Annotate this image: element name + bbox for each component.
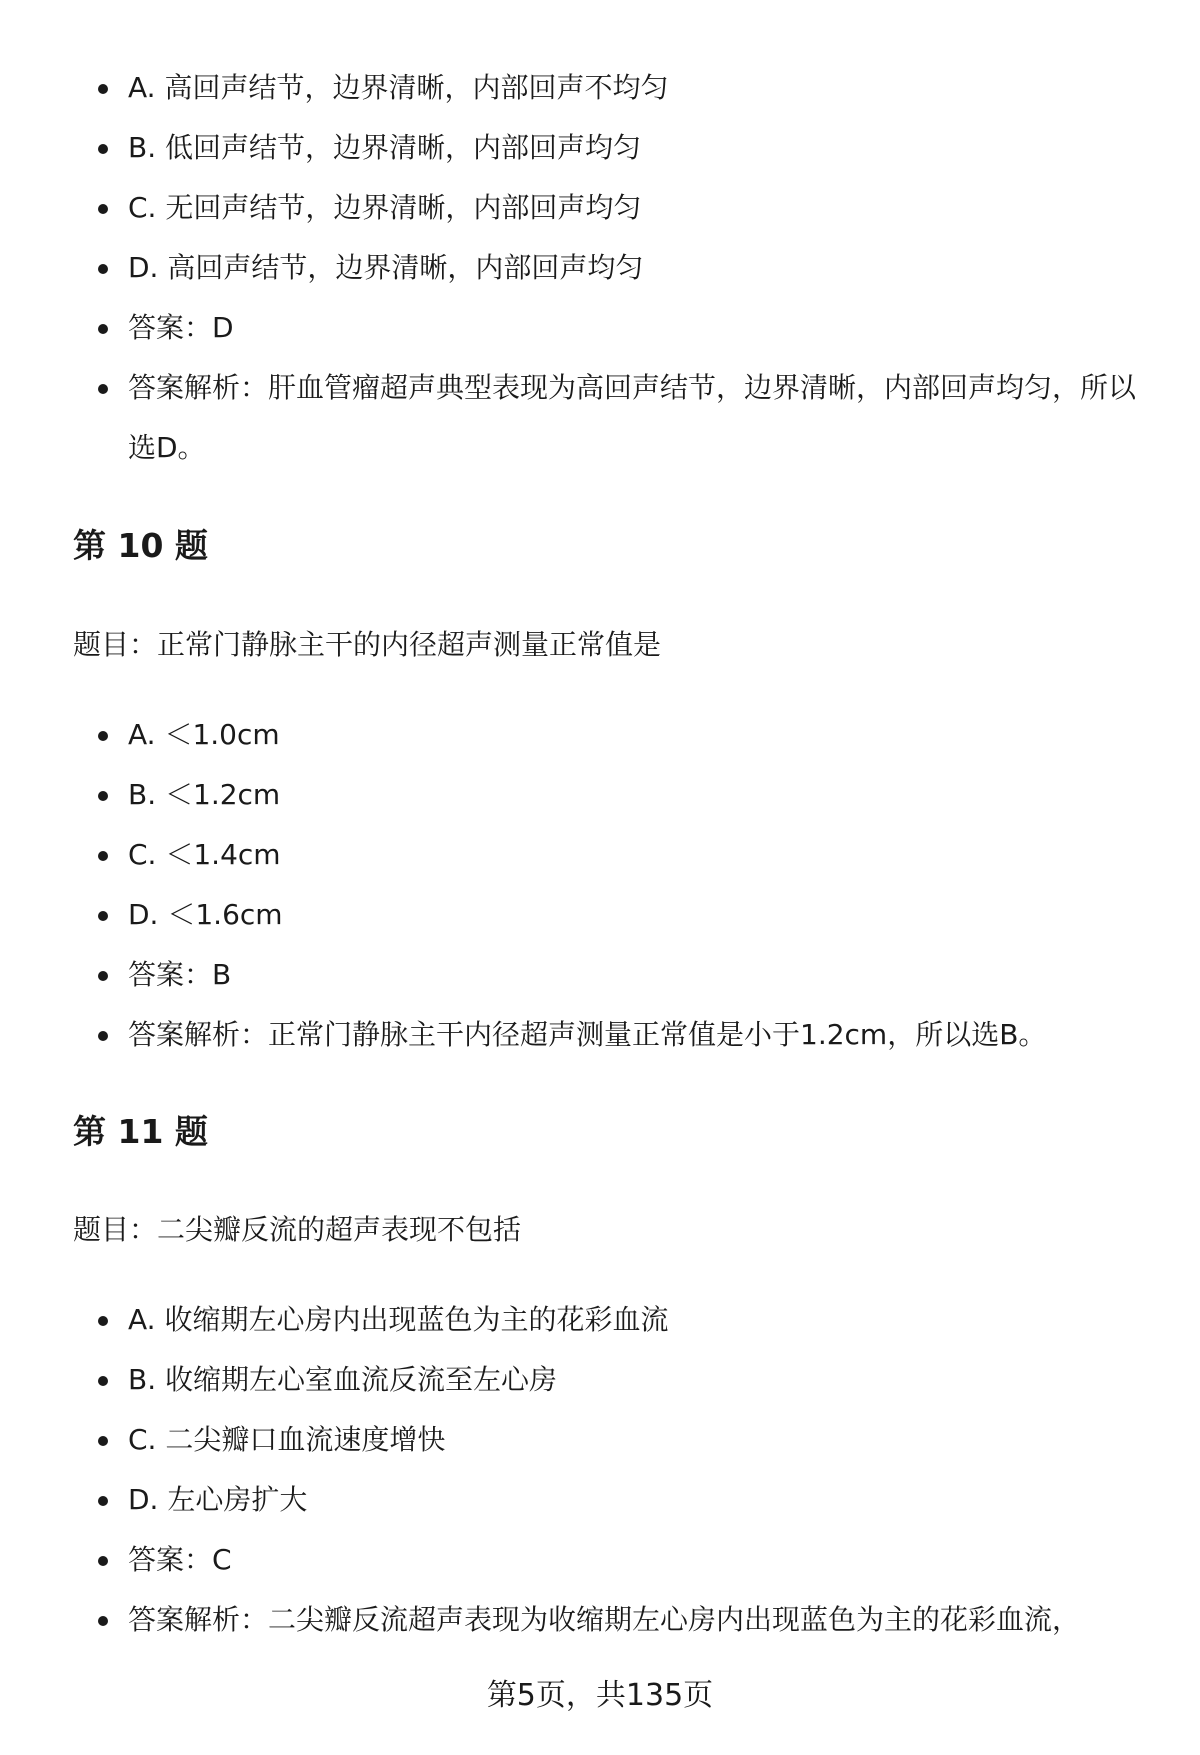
option-a: A. 高回声结节，边界清晰，内部回声不均匀 <box>0 58 1200 118</box>
question-10-stem: 题目：正常门静脉主干的内径超声测量正常值是 <box>73 628 662 661</box>
option-d: D. 左心房扩大 <box>0 1470 1200 1530</box>
question-10-block <box>0 705 1200 1065</box>
question-10-options <box>0 705 1200 1065</box>
page-number-footer: 第5页，共135页 <box>486 1678 714 1713</box>
answer-explanation: 答案解析：正常门静脉主干内径超声测量正常值是小于1.2cm，所以选B。 <box>0 1005 1200 1065</box>
option-b: B. 收缩期左心室血流反流至左心房 <box>0 1350 1200 1410</box>
answer-explanation: 答案解析：肝血管瘤超声典型表现为高回声结节，边界清晰，内部回声均匀，所以选D。 <box>0 358 1200 478</box>
option-a: A. ＜1.0cm <box>0 705 1200 765</box>
option-d: D. 高回声结节，边界清晰，内部回声均匀 <box>0 238 1200 298</box>
option-a: A. 收缩期左心房内出现蓝色为主的花彩血流 <box>0 1290 1200 1350</box>
option-b: B. 低回声结节，边界清晰，内部回声均匀 <box>0 118 1200 178</box>
answer: 答案：B <box>0 945 1200 1005</box>
answer-explanation: 答案解析：二尖瓣反流超声表现为收缩期左心房内出现蓝色为主的花彩血流， <box>0 1590 1200 1650</box>
question-11-stem: 题目：二尖瓣反流的超声表现不包括 <box>73 1213 522 1246</box>
option-d: D. ＜1.6cm <box>0 885 1200 945</box>
question-11-options <box>0 1290 1200 1650</box>
question-9-options <box>0 58 1200 478</box>
question-11-heading: 第 11 题 <box>73 1112 208 1151</box>
option-b: B. ＜1.2cm <box>0 765 1200 825</box>
answer: 答案：C <box>0 1530 1200 1590</box>
question-11-block <box>0 1290 1200 1650</box>
option-c: C. 二尖瓣口血流速度增快 <box>0 1410 1200 1470</box>
answer: 答案：D <box>0 298 1200 358</box>
question-9-block <box>0 58 1200 478</box>
option-c: C. ＜1.4cm <box>0 825 1200 885</box>
question-10-heading: 第 10 题 <box>73 526 208 565</box>
option-c: C. 无回声结节，边界清晰，内部回声均匀 <box>0 178 1200 238</box>
